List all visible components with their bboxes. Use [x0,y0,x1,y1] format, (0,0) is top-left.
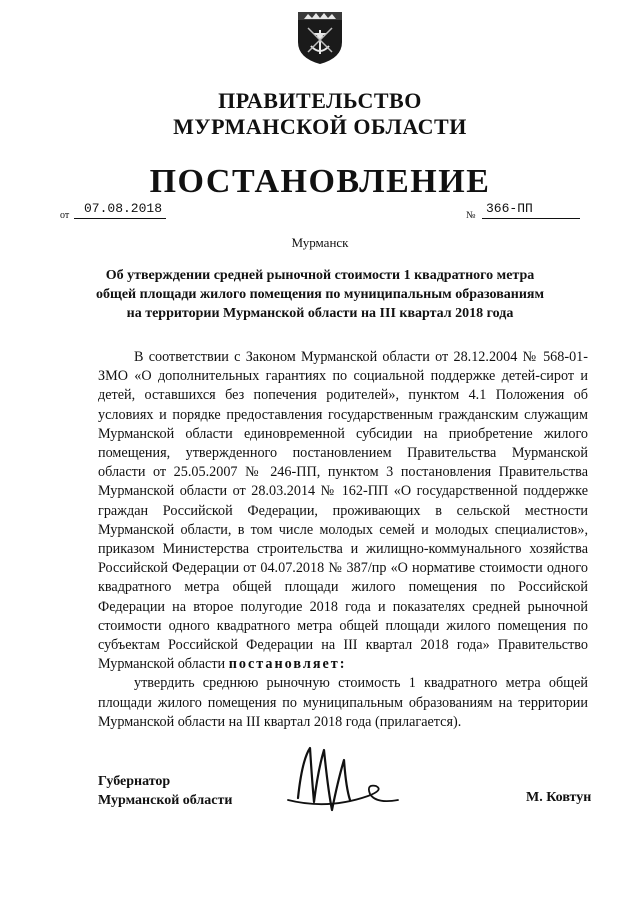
organization-name-line1: ПРАВИТЕЛЬСТВО [218,88,422,113]
organization-name-line2: МУРМАНСКОЙ ОБЛАСТИ [173,114,467,139]
handwritten-signature [258,740,418,826]
title-line: на территории Мурманской области на III квартал 2018 года [126,306,514,321]
document-number: 366-ПП [486,201,533,216]
issue-city: Мурманск [291,235,349,250]
document-title [90,266,550,323]
body-paragraph-text: В соответствии с Законом Мурманской области от 28.12.2004 № 568-01-ЗМО «О дополнительных гарантиях по социальной поддержке детей-сирот и детей, оставшихся без попечения родителей», пунктом 4.1 Положения об условиях и порядке предоставления государственным гражданским служащим Мурманской области единовременной субсидии на приобретение жилого помещения, утвержденного постановлением Правительства Мурманской области от 25.05.2007 № 246-ПП, пунктом 3 постановления Правительства Мурманской области от 28.03.2014 № 162-ПП «О государственной поддержке граждан Российской Федерации, проживающих в сельской местности Мурманской области, в том числе молодых семей и молодых специалистов», приказом Министерства строительства и жилищно-коммунального хозяйства Российской Федерации от 04.07.2018 № 387/пр «О нормативе стоимости одного квадратного метра общей площади жилого помещения по Российской Федерации на второе полугодие 2018 года и показателях средней рыночной стоимости одного квадратного метра общей площади жилого помещения по субъектам Российской Федерации на III квартал 2018 года» Правительство Мурманской области [98,349,588,673]
signer-position [98,772,232,810]
number-label: № [466,210,476,221]
signer-position-line: Мурманской области [98,793,233,808]
signer-position-line: Губернатор [98,774,171,789]
number-underline [482,218,580,219]
document-body [98,348,588,732]
body-paragraph [98,348,588,674]
document-type: ПОСТАНОВЛЕНИЕ [149,163,491,200]
document-date: 07.08.2018 [84,201,163,216]
coat-of-arms-icon [294,8,346,66]
title-line: общей площади жилого помещения по муниципальным образованиям [96,287,544,302]
date-label: от [60,210,70,221]
date-underline [74,218,166,219]
title-line: Об утверждении средней рыночной стоимости 1 квадратного метра [105,268,535,283]
signer-name: М. Ковтун [526,790,592,805]
resolve-word: постановляет: [228,656,347,673]
body-paragraph: утвердить среднюю рыночную стоимость 1 квадратного метра общей площади жилого помещения по муниципальным образованиям на территории Мурманской области на III квартал 2018 года (прилагается). [98,675,588,730]
